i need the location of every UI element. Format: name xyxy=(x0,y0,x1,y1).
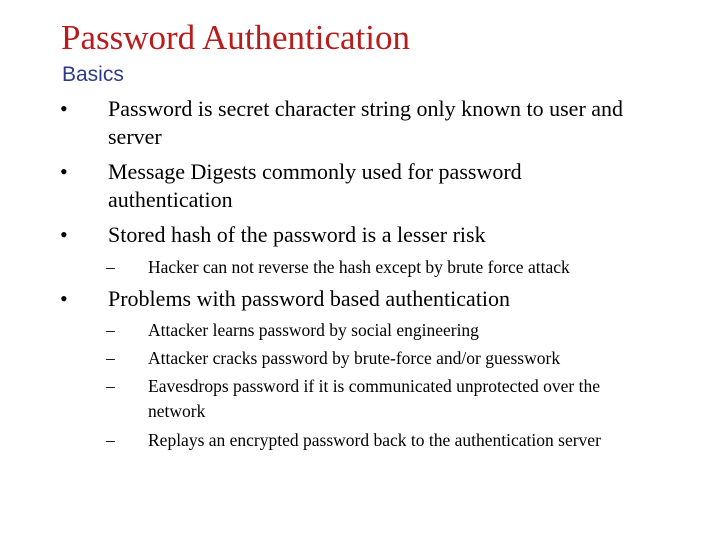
sub-bullet-text: Attacker cracks password by brute-force and/or guesswork xyxy=(148,348,561,368)
bullet-item xyxy=(0,157,720,217)
sub-bullet-text: Replays an encrypted password back to the authentication server xyxy=(148,430,601,450)
bullet-marker: • xyxy=(60,222,68,247)
sub-bullet-marker: – xyxy=(106,320,115,340)
bullet-marker: • xyxy=(60,96,68,121)
bullet-item xyxy=(0,94,720,154)
sub-bullet-text: Eavesdrops password if it is communicated unprotected over the xyxy=(148,376,600,396)
sub-bullet-marker: – xyxy=(106,348,115,368)
bullet-item xyxy=(0,220,720,250)
sub-bullet-text: Attacker learns password by social engineering xyxy=(148,320,479,340)
bullet-marker: • xyxy=(60,159,68,184)
sub-bullet-item xyxy=(0,318,720,343)
sub-bullet-text: network xyxy=(148,401,206,421)
bullet-text: Problems with password based authentication xyxy=(108,286,511,311)
bullet-text: authentication xyxy=(108,187,233,212)
sub-bullet-marker: – xyxy=(106,257,115,277)
sub-bullet-text: Hacker can not reverse the hash except by brute force attack xyxy=(148,257,570,277)
sub-bullet-item xyxy=(0,255,720,280)
bullet-marker: • xyxy=(60,286,68,311)
slide-subtitle: Basics xyxy=(62,63,124,86)
bullet-text: Message Digests commonly used for password xyxy=(108,159,522,184)
sub-bullet-item xyxy=(0,346,720,371)
sub-bullet-marker: – xyxy=(106,376,115,396)
sub-bullet-item xyxy=(0,428,720,453)
sub-bullet-item xyxy=(0,374,720,424)
bullet-text: Password is secret character string only known to user and xyxy=(108,96,624,121)
bullet-text: server xyxy=(108,124,162,149)
sub-bullet-marker: – xyxy=(106,430,115,450)
bullet-text: Stored hash of the password is a lesser risk xyxy=(108,222,486,247)
slide-title: Password Authentication xyxy=(61,18,410,57)
bullet-item xyxy=(0,284,720,314)
